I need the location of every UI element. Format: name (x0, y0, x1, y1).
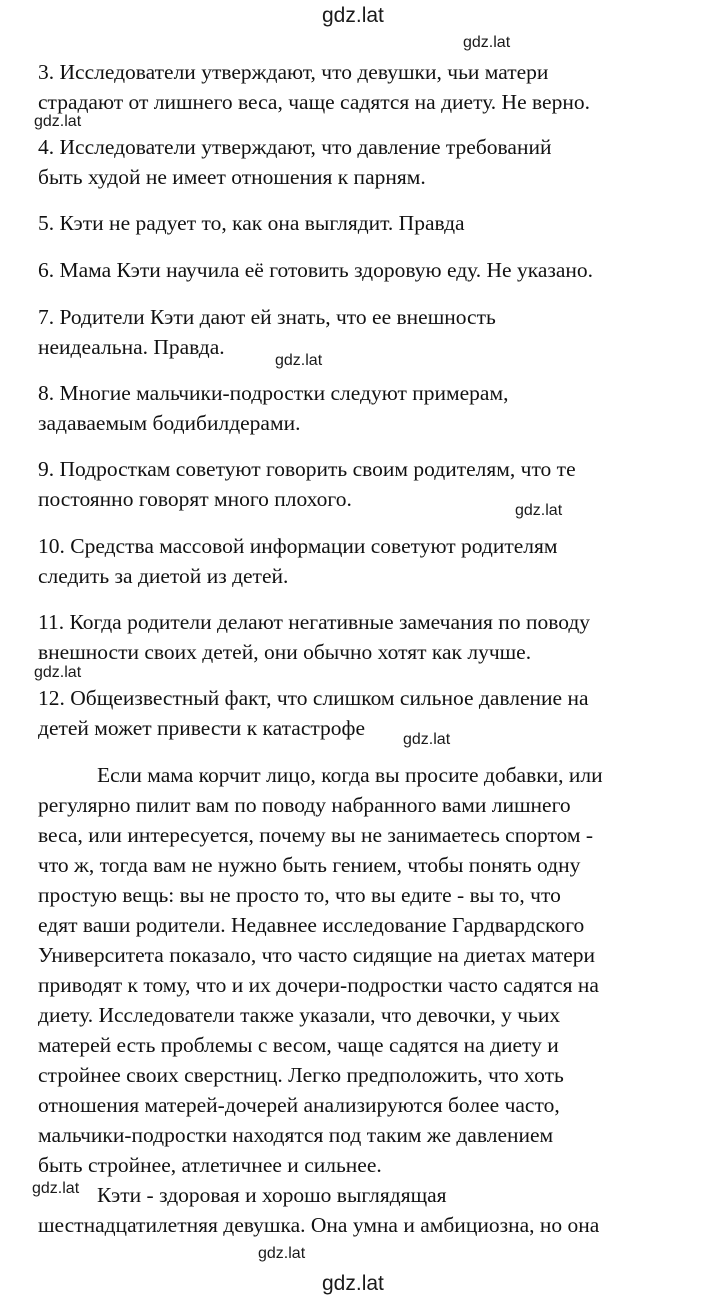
watermark: gdz.lat (32, 1180, 80, 1197)
item-q9-line2: постоянно говорят много плохого. (38, 487, 352, 511)
paragraph1-line9: диету. Исследователи также указали, что девочки, у чьих (38, 1003, 561, 1027)
paragraph1-line11: стройнее своих сверстниц. Легко предположить, что хоть (38, 1063, 564, 1087)
watermark-top: gdz.lat (322, 4, 384, 27)
watermark: gdz.lat (34, 113, 82, 130)
watermark: gdz.lat (258, 1245, 306, 1262)
item-q12-line1: 12. Общеизвестный факт, что слишком сильное давление на (38, 686, 589, 710)
paragraph1-line4: что ж, тогда вам не нужно быть гением, чтобы понять одну (38, 853, 581, 877)
paragraph1-line13: мальчики-подростки находятся под таким же давлением (38, 1123, 554, 1147)
paragraph1-line3: веса, или интересуется, почему вы не занимаетесь спортом - (38, 823, 594, 847)
paragraph1-line14: быть стройнее, атлетичнее и сильнее. (38, 1153, 382, 1177)
item-q6-line1: 6. Мама Кэти научила её готовить здоровую еду. Не указано. (38, 258, 594, 282)
paragraph1-line6: едят ваши родители. Недавнее исследование Гардвардского (38, 913, 585, 937)
paragraph1-line7: Университета показало, что часто сидящие на диетах матери (38, 943, 596, 967)
item-q4-line2: быть худой не имеет отношения к парням. (38, 165, 426, 189)
item-q7-line2: неидеальна. Правда. (38, 335, 225, 359)
item-q7-line1: 7. Родители Кэти дают ей знать, что ее внешность (38, 305, 496, 329)
item-q11-line1: 11. Когда родители делают негативные замечания по поводу (38, 610, 591, 634)
item-q3-line2: страдают от лишнего веса, чаще садятся на диету. Не верно. (38, 90, 590, 114)
item-q10-line2: следить за диетой из детей. (38, 564, 289, 588)
paragraph2-line1: Кэти - здоровая и хорошо выглядящая (97, 1183, 447, 1207)
watermark: gdz.lat (275, 352, 323, 369)
item-q5-line1: 5. Кэти не радует то, как она выглядит. Правда (38, 211, 465, 235)
item-q8-line2: задаваемым бодибилдерами. (38, 411, 301, 435)
item-q4-line1: 4. Исследователи утверждают, что давление требований (38, 135, 552, 159)
item-q11-line2: внешности своих детей, они обычно хотят как лучше. (38, 640, 532, 664)
watermark-bottom: gdz.lat (322, 1272, 384, 1295)
item-q3-line1: 3. Исследователи утверждают, что девушки, чьи матери (38, 60, 549, 84)
item-q12-line2: детей может привести к катастрофе (38, 716, 365, 740)
paragraph1-line12: отношения матерей-дочерей анализируются более часто, (38, 1093, 560, 1117)
paragraph1-line2: регулярно пилит вам по поводу набранного вами лишнего (38, 793, 571, 817)
paragraph1-line1: Если мама корчит лицо, когда вы просите добавки, или (97, 763, 603, 787)
paragraph1-line5: простую вещь: вы не просто то, что вы едите - вы то, что (38, 883, 561, 907)
watermark: gdz.lat (463, 34, 511, 51)
watermark: gdz.lat (403, 731, 451, 748)
item-q9-line1: 9. Подросткам советуют говорить своим родителям, что те (38, 457, 576, 481)
paragraph1-line10: матерей есть проблемы с весом, чаще садятся на диету и (38, 1033, 559, 1057)
watermark: gdz.lat (34, 664, 82, 681)
paragraph1-line8: приводят к тому, что и их дочери-подростки часто садятся на (38, 973, 599, 997)
item-q8-line1: 8. Многие мальчики-подростки следуют примерам, (38, 381, 509, 405)
watermark: gdz.lat (515, 502, 563, 519)
item-q10-line1: 10. Средства массовой информации советуют родителям (38, 534, 558, 558)
paragraph2-line2: шестнадцатилетняя девушка. Она умна и амбициозна, но она (38, 1213, 600, 1237)
